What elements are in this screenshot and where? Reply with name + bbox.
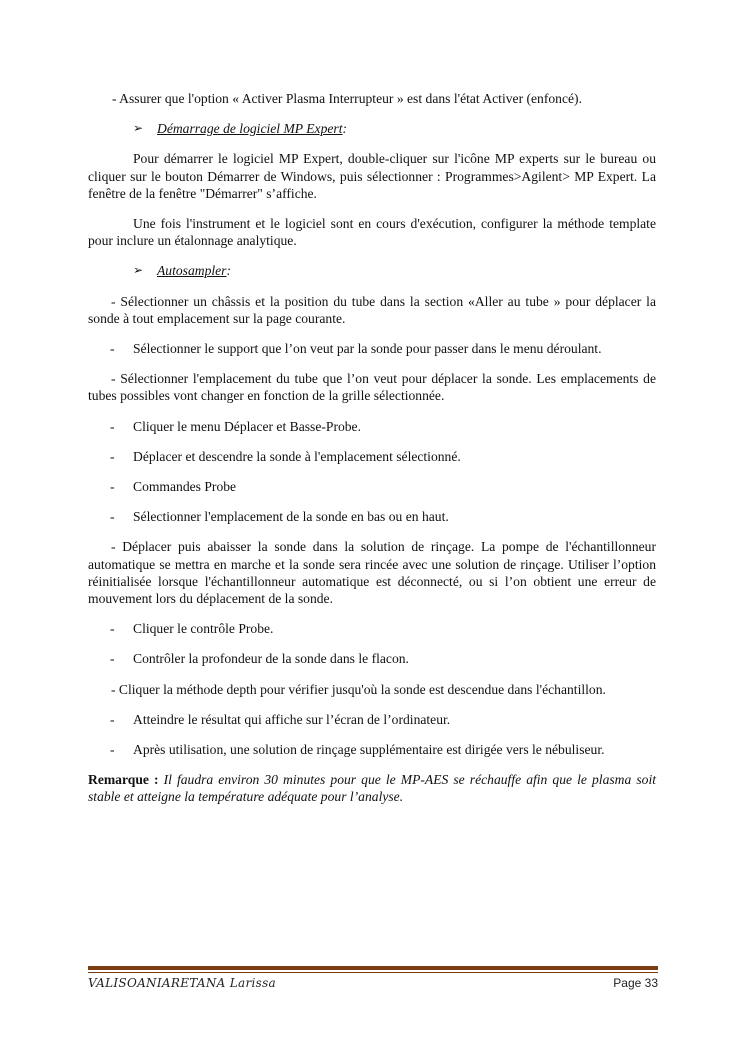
heading-mp-expert-text: Démarrage de logiciel MP Expert: [157, 121, 343, 137]
footer-author: VALISOANIARETANA Larissa: [88, 976, 277, 990]
list-item: - Sélectionner l'emplacement du tube que l’on veut pour déplacer la sonde. Les emplacements de tubes possibles vont changer en fonction de la grille sélectionnée.: [88, 371, 656, 404]
paragraph-start-software: Pour démarrer le logiciel MP Expert, double-cliquer sur l'icône MP experts sur le bureau ou cliquer sur le bouton Démarrer de Windows, puis sélectionner : Programmes>Agilent> MP Expert. La fenêtre de la fenêtre "Démarrer" s’affiche.: [88, 151, 656, 201]
dash-marker: -: [110, 621, 115, 637]
dash-marker: -: [110, 651, 115, 667]
dash-marker: -: [110, 509, 115, 525]
arrow-bullet-icon: ➢: [133, 121, 144, 136]
list-item-text: Contrôler la profondeur de la sonde dans le flacon.: [133, 651, 409, 667]
dash-marker: -: [110, 479, 115, 495]
list-item: [88, 620, 656, 637]
list-item-text: Déplacer et descendre la sonde à l'emplacement sélectionné.: [133, 448, 461, 464]
list-item: [88, 650, 656, 667]
page-footer: [88, 976, 658, 990]
list-item: [88, 741, 656, 758]
list-item: [88, 448, 656, 465]
remark-text: Il faudra environ 30 minutes pour que le MP-AES se réchauffe afin que le plasma soit stable et atteigne la température adéquate pour l’analyse.: [88, 772, 656, 805]
heading-autosampler: [88, 262, 656, 279]
list-item: - Déplacer puis abaisser la sonde dans la solution de rinçage. La pompe de l'échantillonneur automatique se mettra en marche et la sonde sera rincée avec une solution de rinçage. Utiliser l’option réinitialisée lorsque l'échantillonneur automatique est déconnecté, ou si l’on obtient une erreur de mouvement lors du déplacement de la sonde.: [88, 539, 656, 607]
dash-marker: -: [110, 711, 115, 727]
dash-marker: -: [110, 742, 115, 758]
footer-rule: [88, 966, 658, 970]
remark-paragraph: [88, 771, 656, 805]
arrow-bullet-icon: ➢: [133, 263, 144, 278]
list-item: - Cliquer la méthode depth pour vérifier jusqu'où la sonde est descendue dans l'échantillon.: [111, 681, 606, 697]
page-number: Page 33: [613, 976, 658, 990]
list-item-text: Après utilisation, une solution de rinçage supplémentaire est dirigée vers le nébuliseur.: [133, 742, 605, 758]
remark-label: Remarque :: [88, 772, 159, 788]
footer-rule-thin: [88, 972, 658, 973]
heading-autosampler-text: Autosampler: [157, 263, 227, 279]
list-item-text: Atteindre le résultat qui affiche sur l’écran de l’ordinateur.: [133, 711, 451, 727]
list-item: - Sélectionner un châssis et la position du tube dans la section «Aller au tube » pour déplacer la sonde à tout emplacement sur la page courante.: [88, 293, 656, 326]
heading-mp-expert-suffix: :: [342, 121, 348, 137]
list-item-text: Sélectionner l'emplacement de la sonde en bas ou en haut.: [133, 509, 449, 525]
list-item-text: Cliquer le contrôle Probe.: [133, 621, 274, 637]
dash-marker: -: [110, 418, 115, 434]
list-item-text: Cliquer le menu Déplacer et Basse-Probe.: [133, 418, 361, 434]
dash-marker: -: [110, 448, 115, 464]
list-item: [88, 418, 656, 435]
list-item-text: Sélectionner le support que l’on veut par la sonde pour passer dans le menu déroulant.: [133, 341, 602, 357]
document-body: [88, 90, 656, 819]
paragraph-configure-method: Une fois l'instrument et le logiciel sont en cours d'exécution, configurer la méthode template pour inclure un étalonnage analytique.: [88, 216, 656, 249]
heading-autosampler-suffix: :: [226, 263, 232, 279]
list-item-text: Commandes Probe: [133, 479, 237, 495]
list-item: [88, 340, 656, 357]
list-item: [88, 711, 656, 728]
dash-marker: -: [110, 341, 115, 357]
list-item: [88, 508, 656, 525]
paragraph-plasma-option: - Assurer que l'option « Activer Plasma Interrupteur » est dans l'état Activer (enfoncé).: [112, 91, 582, 106]
heading-mp-expert: [88, 120, 656, 137]
list-item: [88, 478, 656, 495]
